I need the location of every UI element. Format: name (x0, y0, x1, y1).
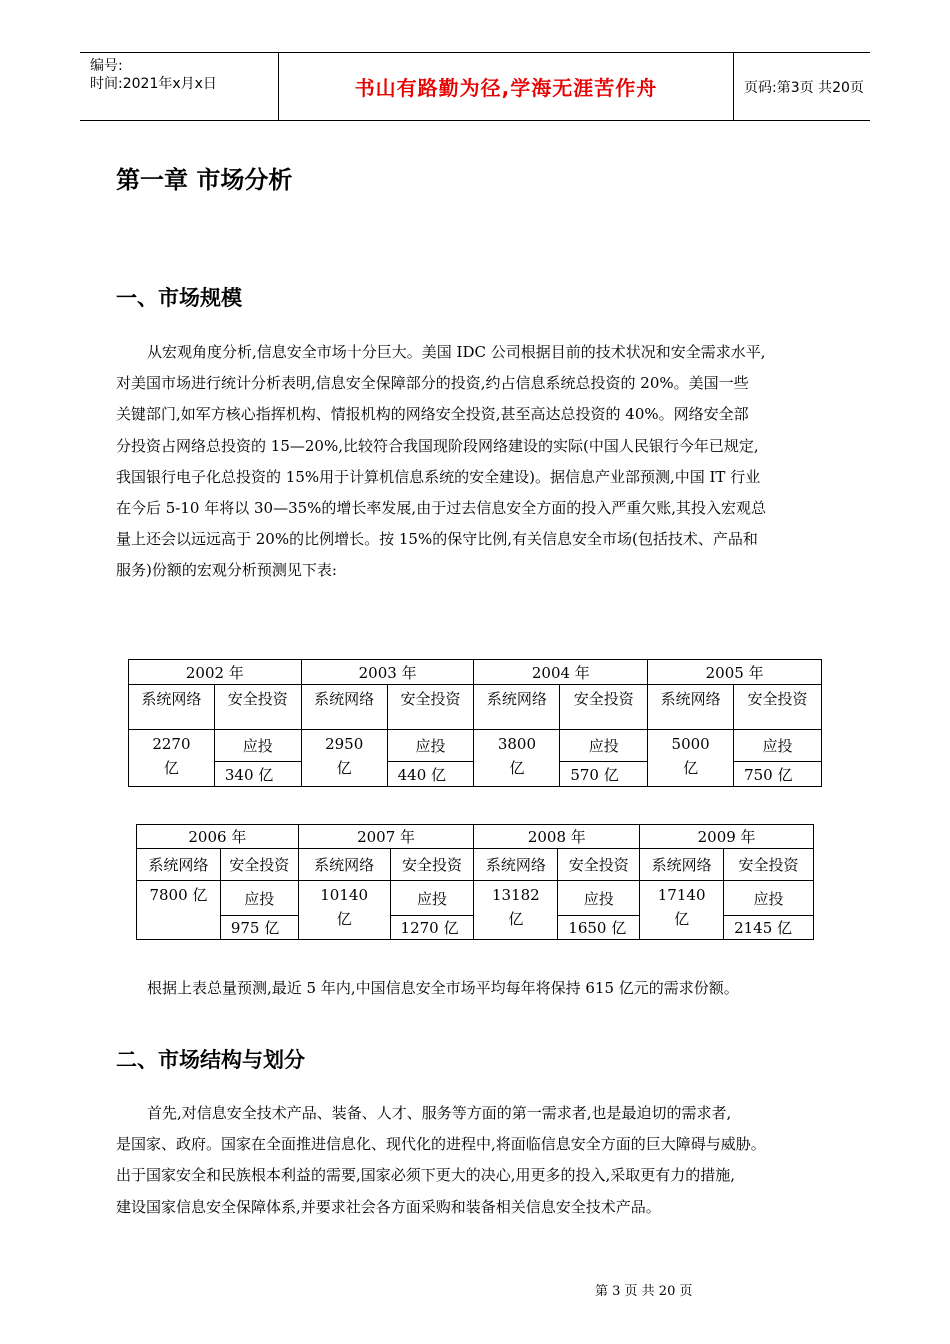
should-invest-label: 应投 (560, 730, 648, 762)
paragraph-line: 是国家、政府。国家在全面推进信息化、现代化的进程中,将面临信息安全方面的巨大障碍与威胁。 (116, 1135, 766, 1154)
paragraph-line: 从宏观角度分析,信息安全市场十分巨大。美国 IDC 公司根据目前的技术状况和安全需求水平, (147, 343, 766, 361)
header-meta (80, 53, 278, 120)
chapter-title: 第一章 市场分析 (116, 166, 293, 194)
should-invest-label: 应投 (387, 730, 474, 762)
security-value: 2145 亿 (724, 916, 814, 940)
column-header-network: 系统网络 (474, 849, 558, 881)
page-footer: 第 3 页 共 20 页 (595, 1284, 693, 1299)
security-value: 750 亿 (734, 762, 822, 787)
section-title-market-structure: 二、市场结构与划分 (116, 1048, 305, 1072)
security-value: 1650 亿 (558, 916, 640, 940)
column-header-security: 安全投资 (390, 849, 474, 881)
year-header: 2002 年 (129, 660, 302, 685)
security-value: 975 亿 (220, 916, 298, 940)
column-header-security: 安全投资 (220, 849, 298, 881)
column-header-security: 安全投资 (214, 685, 301, 730)
network-value: 2950 亿 (301, 730, 387, 787)
should-invest-label: 应投 (220, 881, 298, 916)
forecast-table-2006-2009 (136, 824, 814, 940)
section1-paragraph (116, 337, 840, 587)
paragraph-line: 我国银行电子化总投资的 15%用于计算机信息系统的安全建设)。据信息产业部预测,中国 IT 行业 (116, 467, 761, 486)
network-value: 17140 亿 (640, 881, 724, 940)
network-value: 13182 亿 (474, 881, 558, 940)
should-invest-label: 应投 (558, 881, 640, 916)
column-header-network: 系统网络 (640, 849, 724, 881)
column-header-security: 安全投资 (724, 849, 814, 881)
column-header-security: 安全投资 (387, 685, 474, 730)
document-time-label: 时间:2021年x月x日 (90, 76, 217, 92)
should-invest-label: 应投 (214, 730, 301, 762)
network-value: 5000 亿 (648, 730, 734, 787)
year-header: 2008 年 (474, 825, 640, 849)
paragraph-line: 出于国家安全和民族根本利益的需要,国家必须下更大的决心,用更多的投入,采取更有力的措施, (116, 1166, 736, 1185)
should-invest-label: 应投 (734, 730, 822, 762)
security-value: 440 亿 (387, 762, 474, 787)
network-value: 7800 亿 (137, 881, 221, 940)
document-number-label: 编号: (90, 58, 123, 74)
network-value: 3800 亿 (474, 730, 560, 787)
paragraph-line: 分投资占网络总投资的 15—20%,比较符合我国现阶段网络建设的实际(中国人民银行今年已规定, (116, 436, 759, 455)
year-header: 2006 年 (137, 825, 299, 849)
paragraph-line: 对美国市场进行统计分析表明,信息安全保障部分的投资,约占信息系统总投资的 20%。美国一些 (116, 374, 749, 393)
security-value: 570 亿 (560, 762, 648, 787)
section2-paragraph (116, 1098, 840, 1223)
year-header: 2004 年 (474, 660, 648, 685)
security-value: 1270 亿 (390, 916, 474, 940)
should-invest-label: 应投 (390, 881, 474, 916)
paragraph-line: 建设国家信息安全保障体系,并要求社会各方面采购和装备相关信息安全技术产品。 (116, 1197, 661, 1216)
forecast-summary: 根据上表总量预测,最近 5 年内,中国信息安全市场平均每年将保持 615 亿元的需求份额。 (147, 979, 739, 997)
should-invest-label: 应投 (724, 881, 814, 916)
paragraph-line: 首先,对信息安全技术产品、装备、人才、服务等方面的第一需求者,也是最迫切的需求者, (147, 1104, 732, 1122)
column-header-network: 系统网络 (301, 685, 387, 730)
year-header: 2007 年 (298, 825, 474, 849)
paragraph-line: 在今后 5-10 年将以 30—35%的增长率发展,由于过去信息安全方面的投入严重欠账,其投入宏观总 (116, 499, 766, 518)
year-header: 2005 年 (648, 660, 822, 685)
section-title-market-size: 一、市场规模 (116, 286, 242, 310)
network-value: 2270 亿 (129, 730, 215, 787)
page-header (80, 52, 870, 121)
column-header-network: 系统网络 (298, 849, 390, 881)
column-header-network: 系统网络 (129, 685, 215, 730)
column-header-security: 安全投资 (734, 685, 822, 730)
security-value: 340 亿 (214, 762, 301, 787)
network-value: 10140 亿 (298, 881, 390, 940)
paragraph-line: 关键部门,如军方核心指挥机构、情报机构的网络安全投资,甚至高达总投资的 40%。网络安全部 (116, 405, 749, 424)
column-header-network: 系统网络 (648, 685, 734, 730)
year-header: 2009 年 (640, 825, 814, 849)
paragraph-line: 量上还会以远远高于 20%的比例增长。按 15%的保守比例,有关信息安全市场(包括技术、产品和 (116, 530, 758, 549)
forecast-table-2002-2005 (128, 659, 822, 787)
paragraph-line: 服务)份额的宏观分析预测见下表: (116, 561, 337, 580)
column-header-security: 安全投资 (560, 685, 648, 730)
year-header: 2003 年 (301, 660, 474, 685)
column-header-security: 安全投资 (558, 849, 640, 881)
header-page-info: 页码:第3页 共20页 (744, 79, 864, 96)
column-header-network: 系统网络 (137, 849, 221, 881)
header-motto: 书山有路勤为径,学海无涯苦作舟 (278, 53, 734, 120)
column-header-network: 系统网络 (474, 685, 560, 730)
